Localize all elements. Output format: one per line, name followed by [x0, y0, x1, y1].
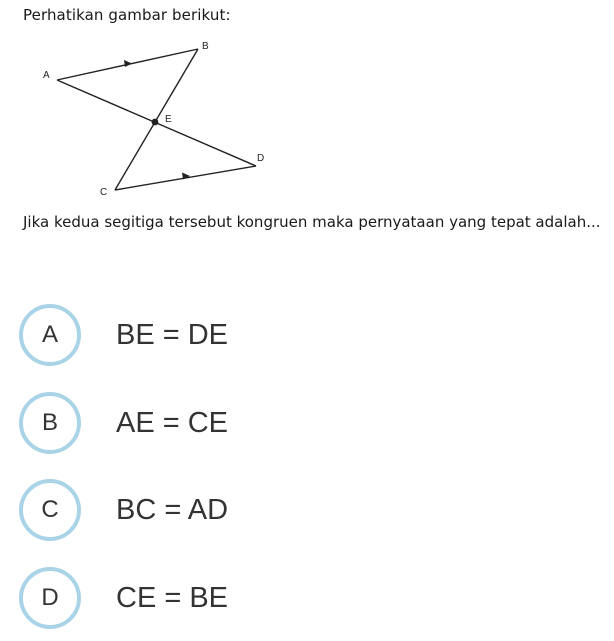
parallel-arrow-ab [124, 60, 132, 67]
prompt-text: Perhatikan gambar berikut: [23, 6, 231, 24]
label-b: B [202, 41, 209, 52]
option-c-text: BC = AD [116, 493, 229, 526]
option-b-text: AE = CE [116, 406, 229, 439]
geometry-figure [30, 36, 280, 196]
option-a-circle[interactable] [19, 304, 81, 366]
option-a-letter: A [41, 321, 58, 348]
question-text: Jika kedua segitiga tersebut kongruen maka pernyataan yang tepat adalah... [23, 213, 601, 231]
label-d: D [257, 153, 265, 164]
option-c[interactable] [19, 478, 579, 542]
option-c-letter: C [41, 496, 59, 523]
label-a: A [43, 70, 50, 81]
label-e: E [165, 114, 172, 125]
option-d[interactable] [19, 566, 579, 630]
geometry-diagram [30, 36, 280, 196]
label-c: C [100, 187, 108, 196]
option-d-circle[interactable] [19, 567, 81, 629]
option-d-text: CE = BE [116, 581, 229, 614]
option-a[interactable] [19, 303, 579, 367]
option-a-text: BE = DE [116, 318, 229, 351]
option-b-letter: B [41, 409, 58, 436]
option-d-letter: D [41, 584, 59, 611]
option-c-circle[interactable] [19, 479, 81, 541]
option-b[interactable] [19, 391, 579, 455]
point-e [152, 119, 159, 126]
option-b-circle[interactable] [19, 392, 81, 454]
